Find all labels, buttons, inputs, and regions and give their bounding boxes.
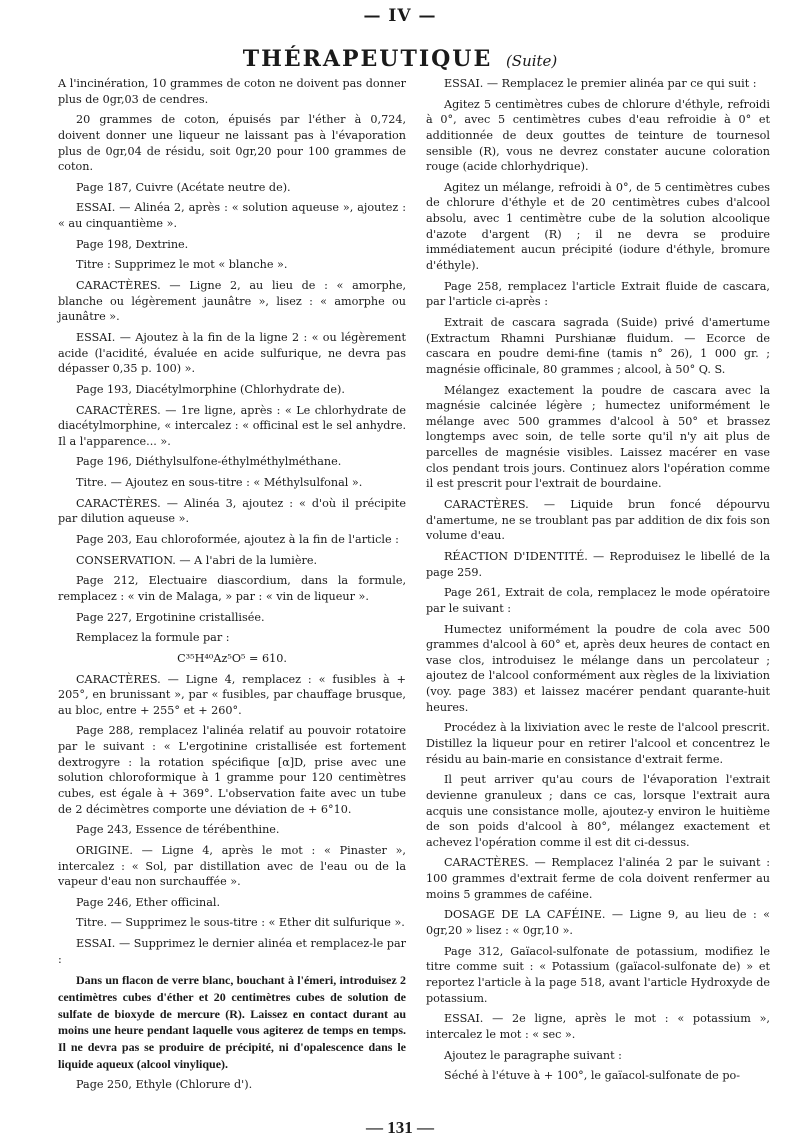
paragraph: ESSAI. — Alinéa 2, après : « solution aqueuse », ajoutez : « au cinquantième ». <box>58 201 406 231</box>
page-number: — 131 — <box>366 1118 434 1137</box>
paragraph: ESSAI. — Ajoutez à la fin de la ligne 2 : « ou légèrement acide (l'acidité, évaluée en acide sulfurique, ne devra pas dépasser 0,35 p. 100) ». <box>58 330 406 376</box>
paragraph: CARACTÈRES. — Ligne 2, au lieu de : « amorphe, blanche ou légèrement jaunâtre », lisez : « amorphe ou jaunâtre ». <box>58 279 406 324</box>
paragraph: Page 187, Cuivre (Acétate neutre de). <box>76 180 291 194</box>
paragraph: Titre : Supprimez le mot « blanche ». <box>76 258 288 272</box>
paragraph: Ajoutez le paragraphe suivant : <box>444 1048 622 1062</box>
paragraph: CARACTÈRES. — Ligne 4, remplacez : « fusibles à + 205°, en brunissant », par « fusibles, par chauffage brusque, au bloc, entre + 255° et + 260°. <box>58 672 406 717</box>
paragraph: Séché à l'étuve à + 100°, le gaïacol-sulfonate de po- <box>444 1069 741 1083</box>
paragraph: Procédez à la lixiviation avec le reste de l'alcool prescrit. Distillez la liqueur pour en retirer l'alcool et concentrez le résidu au bain-marie en consistance d'extrait ferme. <box>426 721 770 766</box>
paragraph: Page 203, Eau chloroformée, ajoutez à la fin de l'article : <box>76 533 399 547</box>
paragraph: DOSAGE DE LA CAFÉINE. — Ligne 9, au lieu de : « 0gr,20 » lisez : « 0gr,10 ». <box>426 908 770 938</box>
paragraph: Agitez 5 centimètres cubes de chlorure d'éthyle, refroidi à 0°, avec 5 centimètres cubes d'eau refroidie à 0° et additionnée de deux gouttes de teinture de tournesol sensible (R), vous ne devrez constater aucune coloration rouge (acide chlorhydrique). <box>426 97 770 174</box>
section-title <box>0 46 800 72</box>
paragraph: Remplacez la formule par : <box>76 631 230 645</box>
paragraph: A l'incinération, 10 grammes de coton ne doivent pas donner plus de 0gr,03 de cendres. <box>58 77 406 106</box>
paragraph: Page 198, Dextrine. <box>76 237 189 251</box>
paragraph: 20 grammes de coton, épuisés par l'éther à 0,724, doivent donner une liqueur ne laissant pas à l'évaporation plus de 0gr,04 de résidu, soit 0gr,20 pour 100 grammes de coton. <box>58 113 406 174</box>
paragraph: CARACTÈRES. — 1re ligne, après : « Le chlorhydrate de diacétylmorphine, « intercalez : « officinal est le sel anhydre. Il a l'apparence... ». <box>58 403 406 448</box>
paragraph: CARACTÈRES. — Remplacez l'alinéa 2 par le suivant : 100 grammes d'extrait ferme de cola doivent renfermer au moins 5 grammes de caféine. <box>426 856 770 901</box>
paragraph: RÉACTION D'IDENTITÉ. — Reproduisez le libellé de la page 259. <box>426 549 770 579</box>
right-column <box>426 76 770 1089</box>
paragraph: Page 212, Electuaire diascordium, dans la formule, remplacez : « vin de Malaga, » par : « vin de liqueur ». <box>58 574 406 603</box>
title-suffix: (Suite) <box>505 52 558 70</box>
paragraph: Page 288, remplacez l'alinéa relatif au pouvoir rotatoire par le suivant : « L'ergotinine cristallisée est fortement dextrogyre : la rotation spécifique [α]D, prise avec une solution chloroformique à 1 gramme pour 120 centimètres cubes, est égale à + 369°. L'observation faite avec un tube de 2 décimètres comporte une déviation de + 6°10. <box>58 724 406 816</box>
paragraph: Agitez un mélange, refroidi à 0°, de 5 centimètres cubes de chlorure d'éthyle et de 20 centimètres cubes d'alcool absolu, avec 1 centimètre cube de la solution alcoolique d'azote d'argent (R) ; il ne devra se produire immédiatement aucun précipité (iodure d'éthyle, bromure d'éthyle). <box>426 180 770 273</box>
paragraph: CARACTÈRES. — Liquide brun foncé dépourvu d'amertume, ne se troublant pas par addition de dix fois son volume d'eau. <box>426 498 770 543</box>
paragraph: Page 227, Ergotinine cristallisée. <box>76 610 265 624</box>
paragraph: ESSAI. — Remplacez le premier alinéa par ce qui suit : <box>444 77 757 90</box>
paragraph: Page 243, Essence de térébenthine. <box>76 823 280 837</box>
paragraph: Extrait de cascara sagrada (Suide) privé d'amertume (Extractum Rhamni Purshianæ fluidum. — Ecorce de cascara en poudre demi-fine (tamis n° 26), 1 000 gr. ; magnésie officinale, 80 grammes ; alcool, à 50° Q. S. <box>426 315 770 376</box>
left-column <box>58 76 406 1098</box>
paragraph: Dans un flacon de verre blanc, bouchant à l'émeri, introduisez 2 centimètres cubes d'éther et 20 centimètres cubes de solution de sulfate de bioxyde de mercure (R). Laissez en contact durant au moins une heure pendant laquelle vous agiterez de temps en temps. Il ne devra pas se produire de précipité, ni d'opalescence dans le liquide aqueux (alcool vinylique). <box>58 973 406 1071</box>
paragraph: Page 250, Ethyle (Chlorure d'). <box>76 1078 253 1092</box>
paragraph: Page 246, Ether officinal. <box>76 895 221 909</box>
paragraph: ORIGINE. — Ligne 4, après le mot : « Pinaster », intercalez : « Sol, par distillation avec de l'eau ou de la vapeur d'eau non surchauffée ». <box>58 843 406 889</box>
paragraph: Titre. — Ajoutez en sous-titre : « Méthylsulfonal ». <box>76 476 363 490</box>
paragraph: Il peut arriver qu'au cours de l'évaporation l'extrait devienne granuleux ; dans ce cas, lorsque l'extrait aura acquis une consistance molle, ajoutez-y environ le huitième de son poids d'alcool à 80°, mélangez exactement et achevez l'opération comme il est dit ci-dessus. <box>426 773 770 849</box>
title-text: THÉRAPEUTIQUE <box>242 46 493 72</box>
paragraph: ESSAI. — Supprimez le dernier alinéa et remplacez-le par : <box>58 937 406 966</box>
paragraph: ESSAI. — 2e ligne, après le mot : « potassium », intercalez le mot : « sec ». <box>426 1012 770 1041</box>
roman-page-number: — IV — <box>363 6 437 26</box>
paragraph: Page 312, Gaïacol-sulfonate de potassium, modifiez le titre comme suit : « Potassium (gaïacol-sulfonate de) » et reportez l'article à la page 518, avant l'article Hydroxyde de potassium. <box>426 944 770 1005</box>
paragraph: Titre. — Supprimez le sous-titre : « Ether dit sulfurique ». <box>76 916 405 930</box>
paragraph: CARACTÈRES. — Alinéa 3, ajoutez : « d'où il précipite par dilution aqueuse ». <box>58 496 406 526</box>
paragraph: Page 258, remplacez l'article Extrait fluide de cascara, par l'article ci-après : <box>426 279 770 309</box>
paragraph: Page 261, Extrait de cola, remplacez le mode opératoire par le suivant : <box>426 586 770 615</box>
paragraph: CONSERVATION. — A l'abri de la lumière. <box>76 553 318 567</box>
paragraph: Page 193, Diacétylmorphine (Chlorhydrate de). <box>76 382 345 396</box>
paragraph: Mélangez exactement la poudre de cascara avec la magnésie calcinée légère ; humectez uniformément le mélange avec 500 grammes d'alcool à 50° et brassez longtemps avec soin, de telle sorte qu'il n'y ait plus de parcelles de magnésie visibles. Laissez macérer en vase clos pendant trois jours. Continuez alors l'opération comme il est prescrit pour l'extrait de bourdaine. <box>426 383 770 491</box>
paragraph: Page 196, Diéthylsulfone-éthylméthylméthane. <box>76 455 342 469</box>
paragraph: Humectez uniformément la poudre de cola avec 500 grammes d'alcool à 60° et, après deux heures de contact en vase clos, introduisez le mélange dans un percolateur ; ajoutez de l'alcool conformément aux règles de la lixiviation (voy. page 383) et laissez macérer pendant quarante-huit heures. <box>426 622 770 714</box>
paragraph: C³⁵H⁴⁰Az⁵O⁵ = 610. <box>177 651 287 665</box>
